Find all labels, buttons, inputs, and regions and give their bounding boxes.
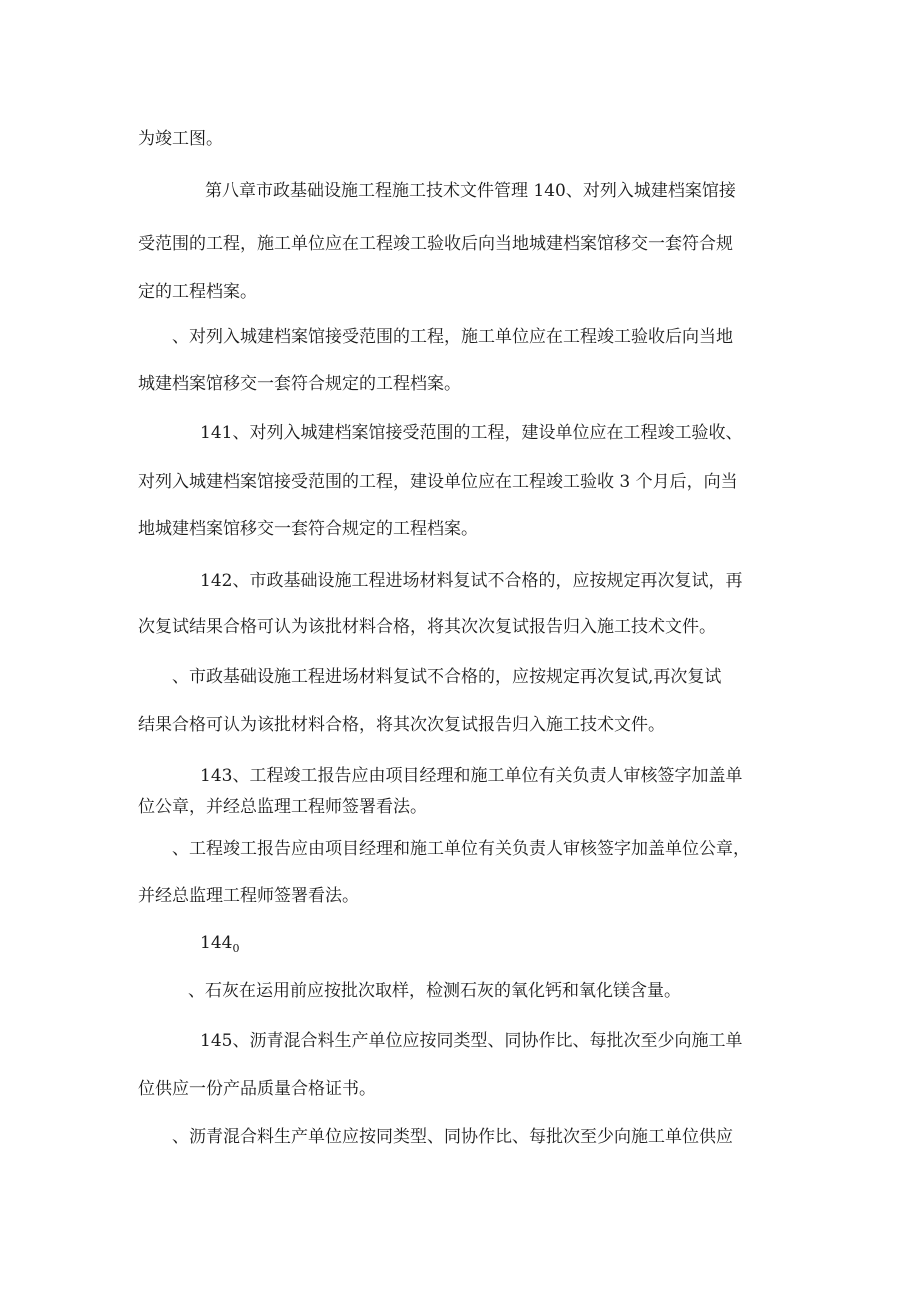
text-line: 、市政基础设施工程进场材料复试不合格的，应按规定再次复试,再次复试 bbox=[172, 667, 722, 687]
text-line: 、对列入城建档案馆接受范围的工程，施工单位应在工程竣工验收后向当地 bbox=[172, 327, 733, 347]
item-number-subscript: 0 bbox=[232, 942, 240, 955]
text-line: 为竣工图。 bbox=[138, 129, 223, 149]
text-line: 位供应一份产品质量合格证书。 bbox=[138, 1079, 376, 1099]
text-line: 并经总监理工程师签署看法。 bbox=[138, 886, 359, 906]
text-line: 142、市政基础设施工程进场材料复试不合格的，应按规定再次复试，再 bbox=[200, 571, 743, 591]
text-line bbox=[200, 932, 239, 960]
text-line: 第八章市政基础设施工程施工技术文件管理 140、对列入城建档案馆接 bbox=[205, 181, 736, 201]
text-line: 对列入城建档案馆接受范围的工程，建设单位应在工程竣工验收 3 个月后，向当 bbox=[138, 472, 738, 492]
text-line: 受范围的工程，施工单位应在工程竣工验收后向当地城建档案馆移交一套符合规 bbox=[138, 234, 733, 254]
text-line: 地城建档案馆移交一套符合规定的工程档案。 bbox=[138, 519, 478, 539]
text-line: 、沥青混合料生产单位应按同类型、同协作比、每批次至少向施工单位供应 bbox=[172, 1127, 733, 1147]
text-line: 位公章，并经总监理工程师签署看法。 bbox=[138, 797, 427, 817]
text-line: 、工程竣工报告应由项目经理和施工单位有关负责人审核签字加盖单位公章， bbox=[172, 839, 750, 859]
text-line: 143、工程竣工报告应由项目经理和施工单位有关负责人审核签字加盖单 bbox=[200, 766, 743, 786]
text-line: 城建档案馆移交一套符合规定的工程档案。 bbox=[138, 374, 461, 394]
text-line: 、石灰在运用前应按批次取样，检测石灰的氧化钙和氧化镁含量。 bbox=[188, 981, 681, 1001]
item-number: 144 bbox=[200, 933, 233, 953]
text-line: 定的工程档案。 bbox=[138, 282, 257, 302]
text-line: 141、对列入城建档案馆接受范围的工程，建设单位应在工程竣工验收、 bbox=[200, 423, 743, 443]
text-line: 次复试结果合格可认为该批材料合格，将其次次复试报告归入施工技术文件。 bbox=[138, 617, 716, 637]
text-line: 145、沥青混合料生产单位应按同类型、同协作比、每批次至少向施工单 bbox=[200, 1031, 743, 1051]
text-line: 结果合格可认为该批材料合格，将其次次复试报告归入施工技术文件。 bbox=[138, 715, 665, 735]
